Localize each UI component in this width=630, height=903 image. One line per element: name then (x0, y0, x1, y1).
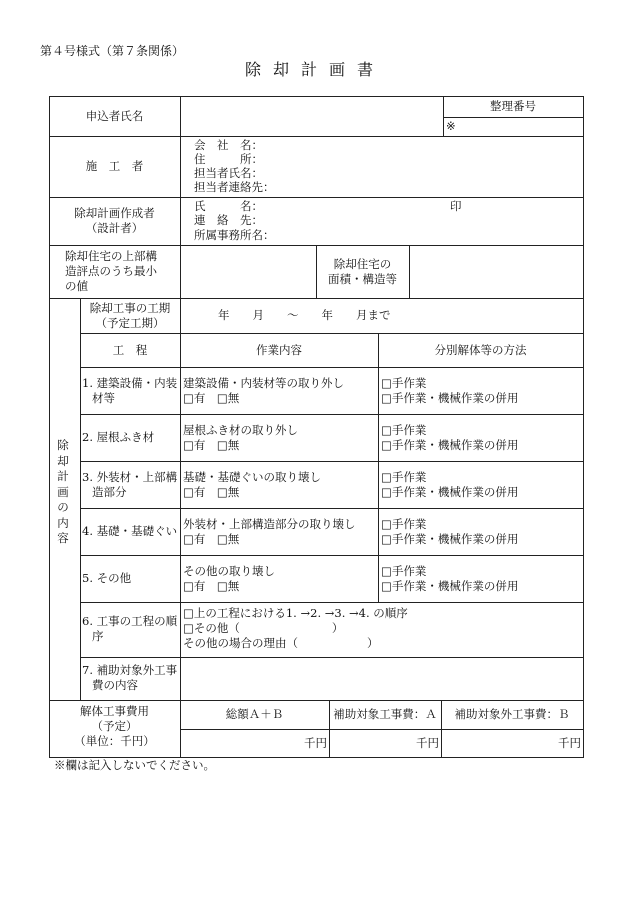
seismic-label-line3: の値 (65, 279, 88, 293)
method-row-2-combined[interactable]: □手作業・機械作業の併用 (381, 438, 519, 452)
process-row-5: 5. その他 (82, 571, 132, 585)
order-other-reason: その他の場合の理由（ ） (183, 636, 379, 650)
work-row-5: その他の取り壊し (183, 564, 275, 578)
form-number: 第４号様式（第７条関係） (40, 44, 185, 58)
cost-label-unit: （単位：千円） (74, 734, 155, 748)
process-row-2: 2. 屋根ふき材 (82, 430, 155, 444)
cost-label: 解体工事費用 (80, 704, 149, 718)
work-row-4-checkbox[interactable]: □有 □無 (183, 532, 240, 546)
reference-number-label: 整理番号 (490, 99, 536, 113)
method-row-1-combined[interactable]: □手作業・機械作業の併用 (381, 391, 519, 405)
work-row-1: 建築設備・内装材等の取り外し (183, 376, 344, 390)
planner-label-sub: （設計者） (85, 221, 144, 235)
reference-mark: ※ (446, 119, 456, 133)
plan-contents-side-label: 除却計画の内容 (57, 438, 69, 545)
contractor-label: 施 工 者 (85, 159, 144, 173)
work-row-1-checkbox[interactable]: □有 □無 (183, 391, 240, 405)
method-row-4-manual[interactable]: □手作業 (381, 517, 427, 531)
area-structure-label-sub: 面積・構造等 (328, 272, 397, 286)
work-row-2-checkbox[interactable]: □有 □無 (183, 438, 240, 452)
subsidy-cost-unit: 千円 (416, 736, 439, 750)
planner-field-name: 氏 名： (194, 199, 263, 213)
area-structure-label: 除却住宅の (333, 257, 392, 271)
work-row-3: 基礎・基礎ぐいの取り壊し (183, 470, 321, 484)
contractor-field-contact: 担当者連絡先： (194, 180, 275, 194)
process-row-4: 4. 基礎・基礎ぐい (82, 524, 178, 538)
process-row-3: 3. 外装材・上部構 (82, 470, 178, 484)
process-column-header: 工 程 (112, 343, 148, 357)
seismic-label-line2: 造評点のうち最小 (65, 264, 157, 278)
order-option-other[interactable]: □その他（ ） (183, 621, 344, 635)
order-label-sub: 序 (92, 629, 104, 643)
period-label: 除却工事の工期 (89, 301, 171, 315)
period-value: 年 月 ～ 年 月まで (218, 308, 391, 322)
work-row-3-checkbox[interactable]: □有 □無 (183, 485, 240, 499)
non-subsidy-cost-header: 補助対象外工事費：Ｂ (454, 707, 570, 721)
work-row-5-checkbox[interactable]: □有 □無 (183, 579, 240, 593)
method-row-5-combined[interactable]: □手作業・機械作業の併用 (381, 579, 519, 593)
total-cost-header: 総額Ａ＋Ｂ (225, 707, 284, 721)
planner-field-contact: 連 絡 先： (194, 213, 263, 227)
method-column-header: 分別解体等の方法 (434, 343, 527, 357)
method-row-3-manual[interactable]: □手作業 (381, 470, 427, 484)
method-row-3-combined[interactable]: □手作業・機械作業の併用 (381, 485, 519, 499)
contractor-field-company: 会 社 名： (194, 138, 263, 152)
non-subsidy-label: 7. 補助対象外工事 (82, 663, 178, 677)
method-row-5-manual[interactable]: □手作業 (381, 564, 427, 578)
planner-label: 除却計画作成者 (74, 206, 155, 220)
cost-label-planned: （予定） (91, 719, 138, 733)
method-row-4-combined[interactable]: □手作業・機械作業の併用 (381, 532, 519, 546)
work-column-header: 作業内容 (256, 343, 302, 357)
non-subsidy-cost-unit: 千円 (558, 736, 581, 750)
work-row-2: 屋根ふき材の取り外し (183, 423, 298, 437)
seal-mark: 印 (450, 199, 462, 213)
total-cost-unit: 千円 (304, 736, 327, 750)
process-row-1: 1. 建築設備・内装 (82, 376, 178, 390)
method-row-1-manual[interactable]: □手作業 (381, 376, 427, 390)
work-row-4: 外装材・上部構造部分の取り壊し (183, 517, 356, 531)
period-label-sub: （予定工期） (95, 316, 165, 330)
planner-field-office: 所属事務所名： (194, 228, 275, 242)
non-subsidy-label-sub: 費の内容 (92, 678, 138, 692)
order-option-standard[interactable]: □上の工程における1. →2. →3. →4. の順序 (183, 606, 408, 620)
contractor-field-person: 担当者氏名： (194, 166, 263, 180)
document-title: 除却計画書 (244, 60, 385, 79)
method-row-2-manual[interactable]: □手作業 (381, 423, 427, 437)
footnote: ※欄は記入しないでください。 (54, 758, 215, 772)
subsidy-cost-header: 補助対象工事費：Ａ (333, 707, 437, 721)
seismic-label-line1: 除却住宅の上部構 (65, 249, 157, 263)
applicant-label: 申込者氏名 (85, 109, 144, 123)
order-label: 6. 工事の工程の順 (82, 614, 178, 628)
contractor-field-address: 住 所： (194, 152, 263, 166)
process-row-1-sub: 材等 (92, 391, 115, 405)
process-row-3-sub: 造部分 (92, 485, 127, 499)
